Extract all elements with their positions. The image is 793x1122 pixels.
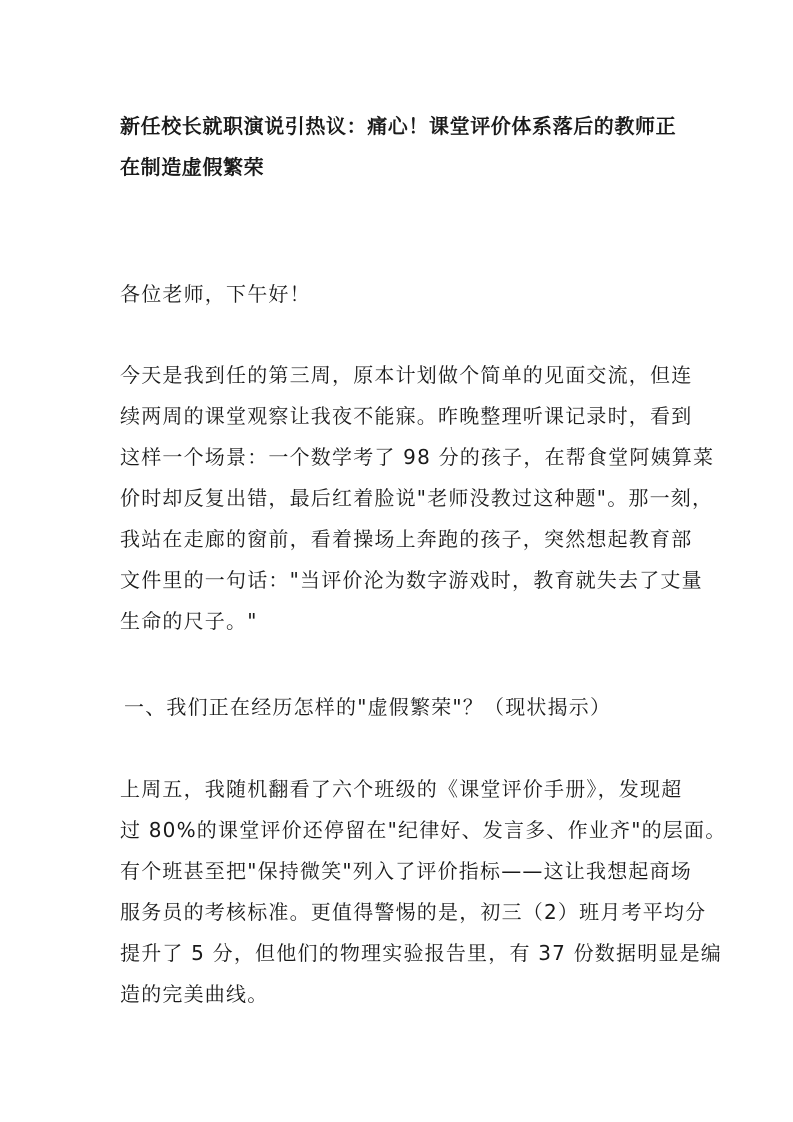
paragraph-line: 造的完美曲线。 (120, 982, 269, 1006)
paragraph-line: 服务员的考核标准。更值得警惕的是，初三（2）班月考平均分 (120, 900, 707, 924)
paragraph-line: 今天是我到任的第三周，原本计划做个简单的见面交流，但连 (120, 363, 693, 387)
title-line-2: 在制造虚假繁荣 (120, 155, 265, 179)
paragraph-line: 过 80%的课堂评价还停留在"纪律好、发言多、作业齐"的层面。 (120, 818, 727, 842)
greeting-text: 各位老师，下午好！ (120, 282, 311, 306)
paragraph-line: 价时却反复出错，最后红着脸说"老师没教过这种题"。那一刻， (120, 486, 714, 510)
paragraph-line: 我站在走廊的窗前，看着操场上奔跑的孩子，突然想起教育部 (120, 527, 693, 551)
paragraph-line: 续两周的课堂观察让我夜不能寐。昨晚整理听课记录时，看到 (120, 404, 693, 428)
paragraph-line: 文件里的一句话："当评价沦为数字游戏时，教育就失去了丈量 (120, 568, 703, 592)
section-heading: 一、我们正在经历怎样的"虚假繁荣"？（现状揭示） (124, 695, 612, 719)
paragraph-line: 这样一个场景：一个数学考了 98 分的孩子，在帮食堂阿姨算菜 (120, 445, 715, 469)
paragraph-line: 有个班甚至把"保持微笑"列入了评价指标——这让我想起商场 (120, 859, 692, 883)
paragraph-line: 提升了 5 分，但他们的物理实验报告里，有 37 份数据明显是编 (120, 941, 723, 965)
title-line-1: 新任校长就职演说引热议：痛心！课堂评价体系落后的教师正 (120, 114, 677, 138)
paragraph-line: 上周五，我随机翻看了六个班级的《课堂评价手册》，发现超 (120, 777, 683, 801)
paragraph-line: 生命的尺子。" (120, 609, 258, 633)
